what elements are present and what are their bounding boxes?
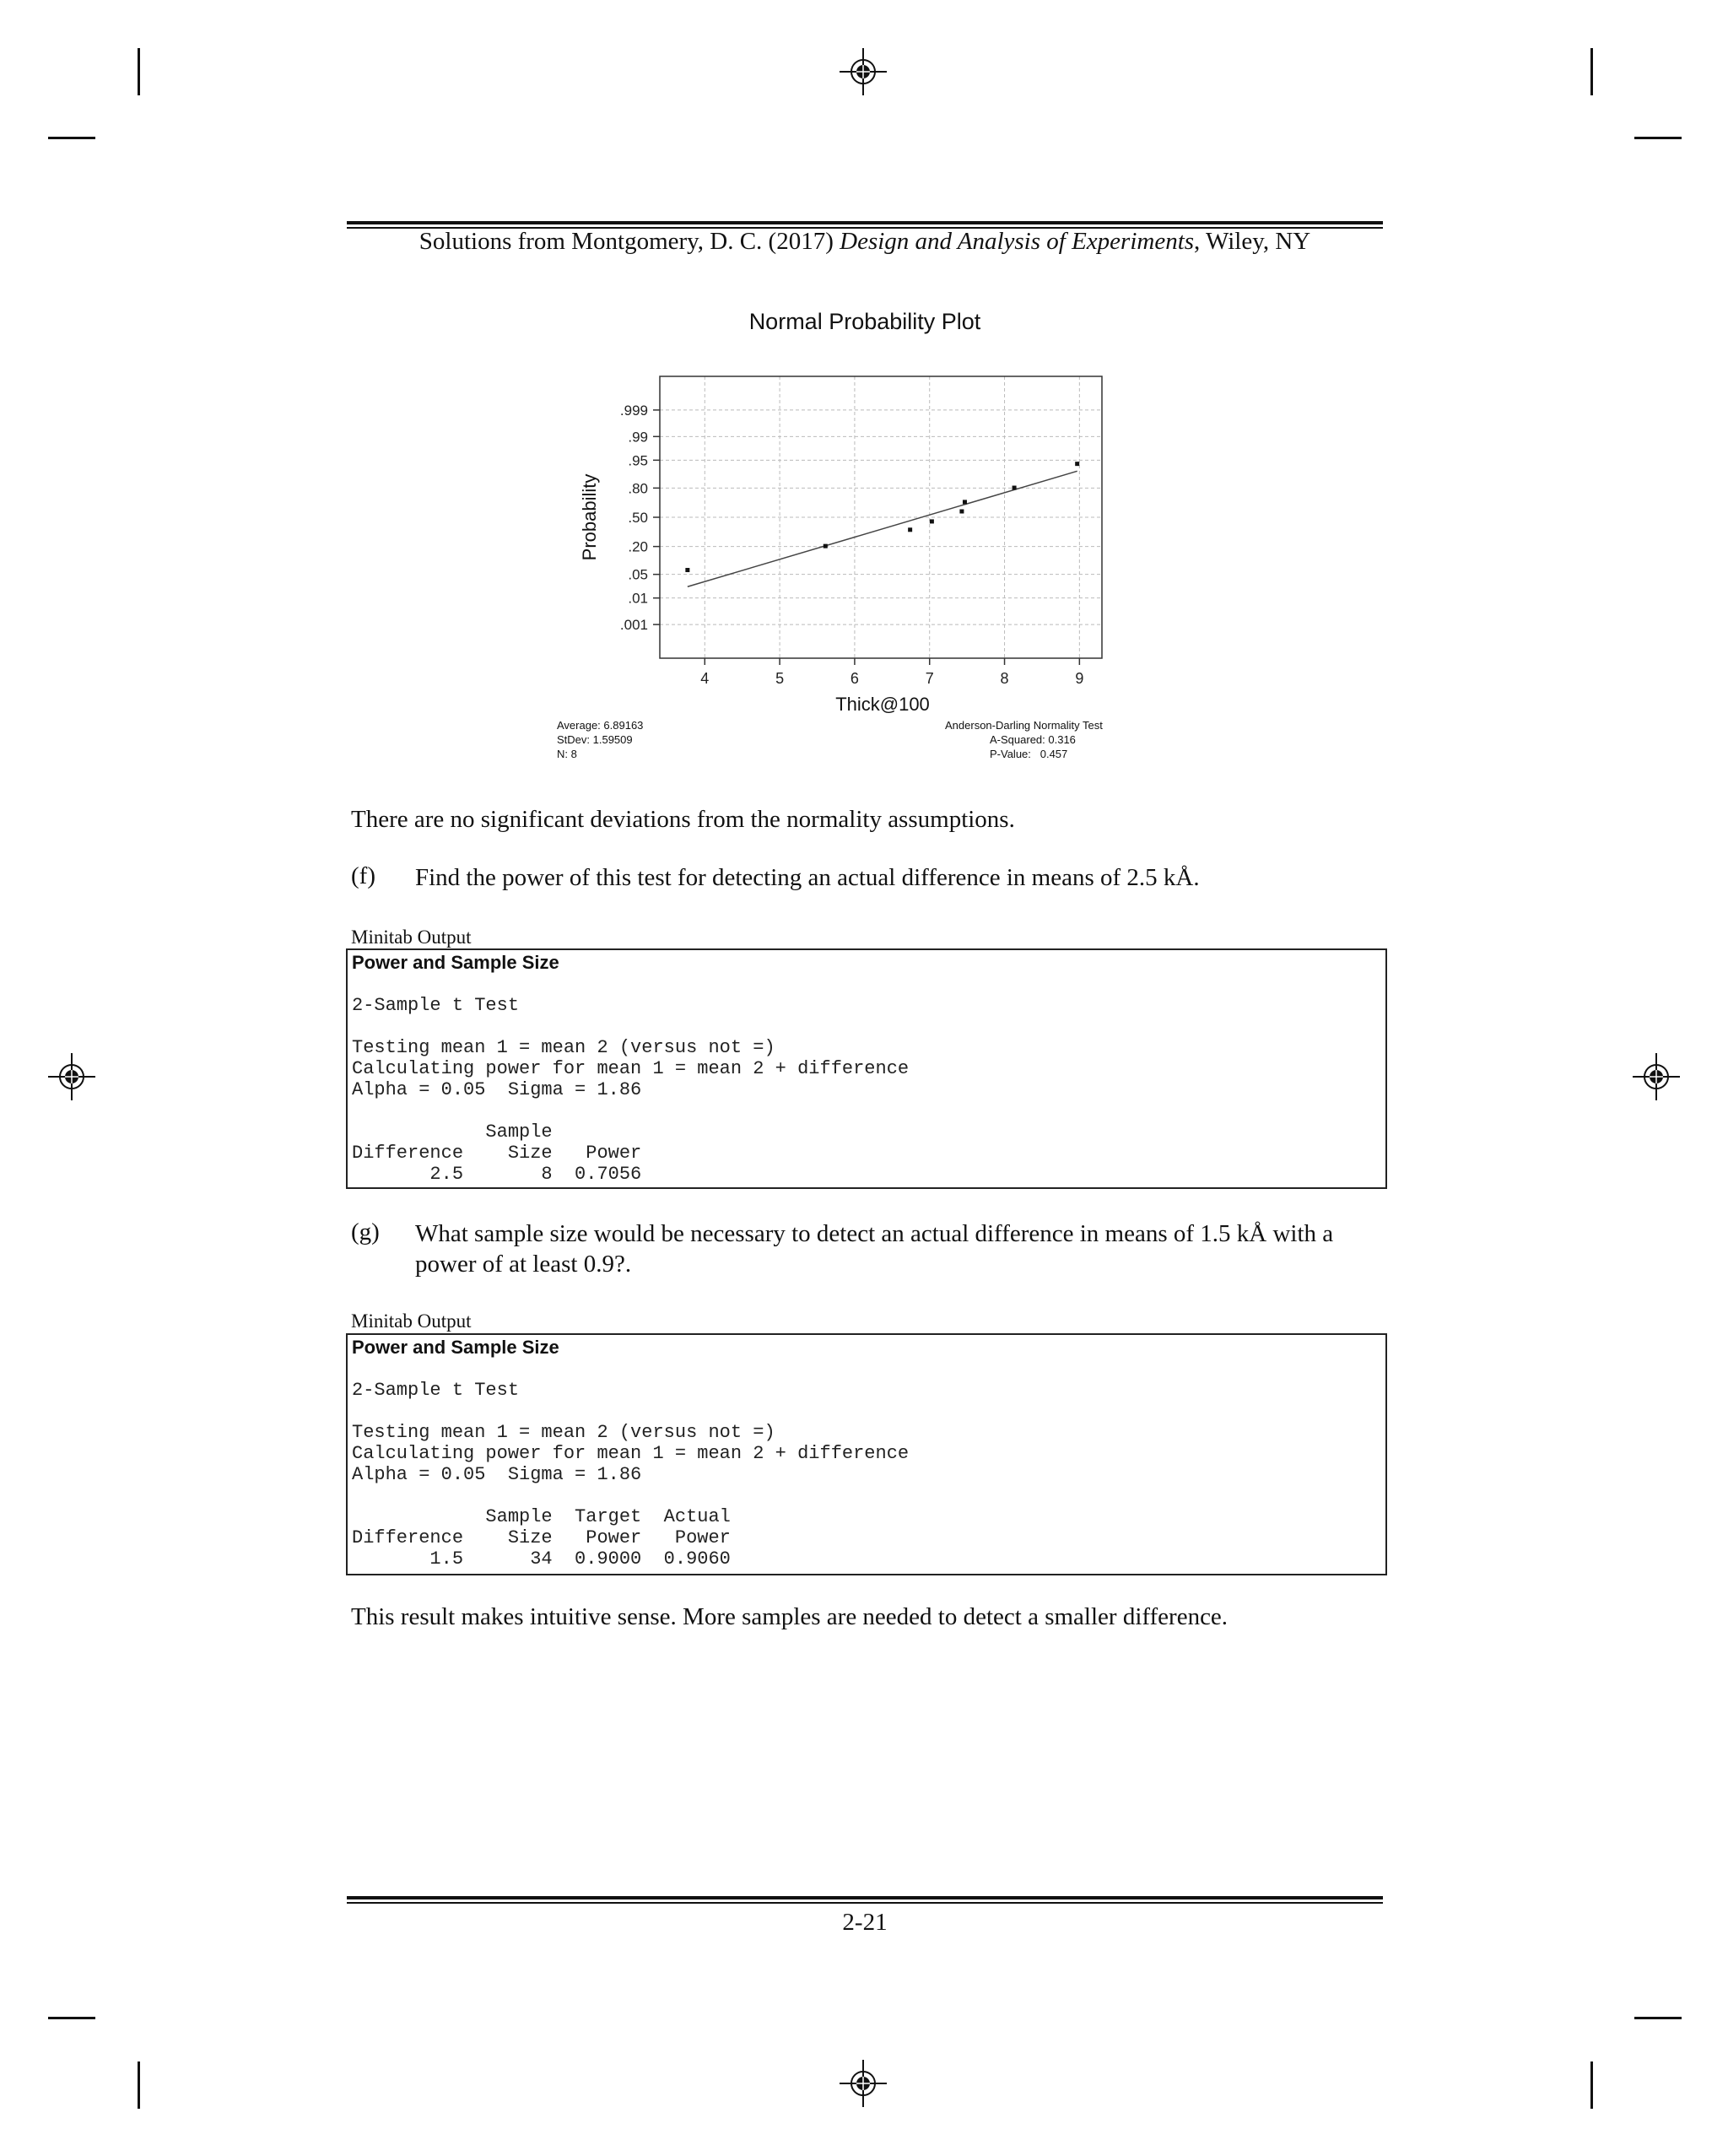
data-point: [824, 544, 828, 548]
fit-line: [688, 471, 1077, 586]
stat-p-value: P-Value: 0.457: [990, 748, 1068, 760]
minitab-g-body: 2-Sample t Test Testing mean 1 = mean 2 (versus not =) Calculating power for mean 1 = mean 2 + difference Alpha = 0.05 Sigma = 1.86 Sample Target Actual Difference Size Power Power 1.5 34 0.9000 0.9060: [352, 1380, 910, 1570]
question-g-text: What sample size would be necessary to detect an actual difference in means of 1.5 kÅ with a power of at least 0.9?.: [415, 1220, 1334, 1278]
minitab-f-body: 2-Sample t Test Testing mean 1 = mean 2 (versus not =) Calculating power for mean 1 = mean 2 + difference Alpha = 0.05 Sigma = 1.86 Sample Difference Size Power 2.5 8 0.7056: [352, 995, 910, 1185]
stat-n: N: 8: [557, 748, 577, 760]
data-point: [930, 519, 934, 523]
normal-probability-plot: [540, 363, 1148, 717]
stat-average: Average: 6.89163: [557, 719, 644, 732]
crop-mark: [1634, 137, 1682, 139]
crop-mark: [48, 137, 95, 139]
final-remark: This result makes intuitive sense. More samples are needed to detect a smaller difference.: [351, 1603, 1228, 1630]
stat-test-name: Anderson-Darling Normality Test: [945, 719, 1103, 732]
crop-mark: [1590, 48, 1593, 95]
y-tick-label: .05: [628, 566, 648, 583]
data-point: [963, 500, 967, 504]
x-tick-label: 8: [1000, 670, 1009, 687]
question-f-text: Find the power of this test for detecting an actual difference in means of 2.5 kÅ.: [415, 864, 1200, 891]
y-tick-label: .999: [619, 402, 648, 419]
registration-mark-icon: [1633, 1053, 1680, 1100]
y-tick-label: .01: [628, 590, 648, 607]
registration-mark-icon: [840, 2060, 887, 2107]
crop-mark: [138, 2061, 140, 2109]
minitab-g-heading: Power and Sample Size: [352, 1337, 559, 1358]
minitab-output-f: [346, 948, 1387, 1189]
x-tick-label: 5: [775, 670, 785, 687]
question-f-label: (f): [351, 862, 375, 889]
crop-mark: [1590, 2061, 1593, 2109]
running-head-prefix: Solutions from Montgomery, D. C. (2017): [418, 228, 840, 255]
x-tick-label: 7: [925, 670, 934, 687]
y-tick-label: .99: [628, 429, 648, 446]
chart-stats-left: [557, 718, 643, 761]
y-tick-label: .80: [628, 480, 648, 497]
data-point: [1075, 462, 1079, 466]
y-tick-label: .20: [628, 538, 648, 555]
minitab-f-heading: Power and Sample Size: [352, 952, 559, 973]
chart-title: Normal Probability Plot: [748, 309, 981, 334]
data-point: [685, 568, 689, 572]
y-tick-label: .95: [628, 452, 648, 469]
y-axis-label: Probability: [579, 473, 600, 561]
chart-stats-right: [945, 718, 1131, 761]
y-tick-label: .50: [628, 510, 648, 526]
data-point: [908, 527, 912, 532]
crop-mark: [138, 48, 140, 95]
x-tick-label: 6: [850, 670, 859, 687]
registration-mark-icon: [840, 48, 887, 95]
page-number: 2-21: [842, 1909, 888, 1936]
x-tick-label: 9: [1075, 670, 1084, 687]
minitab-g-caption: Minitab Output: [351, 1310, 472, 1332]
x-tick-label: 4: [700, 670, 710, 687]
data-point: [1012, 486, 1017, 490]
normality-conclusion: There are no significant deviations from the normality assumptions.: [351, 806, 1015, 833]
stat-stdev: StDev: 1.59509: [557, 733, 633, 746]
registration-mark-icon: [48, 1053, 95, 1100]
data-point: [959, 510, 964, 514]
minitab-f-caption: Minitab Output: [351, 927, 472, 948]
minitab-output-g: [346, 1333, 1387, 1575]
running-head-book-title: Design and Analysis of Experiments: [840, 228, 1195, 255]
running-head-suffix: , Wiley, NY: [1194, 228, 1311, 255]
stat-a-squared: A-Squared: 0.316: [990, 733, 1076, 746]
crop-mark: [48, 2017, 95, 2019]
question-g-label: (g): [351, 1218, 380, 1246]
running-head: [347, 228, 1383, 256]
x-axis-label: Thick@100: [835, 694, 930, 715]
crop-mark: [1634, 2017, 1682, 2019]
footer-rule: [347, 1896, 1383, 1904]
y-tick-label: .001: [619, 617, 648, 634]
